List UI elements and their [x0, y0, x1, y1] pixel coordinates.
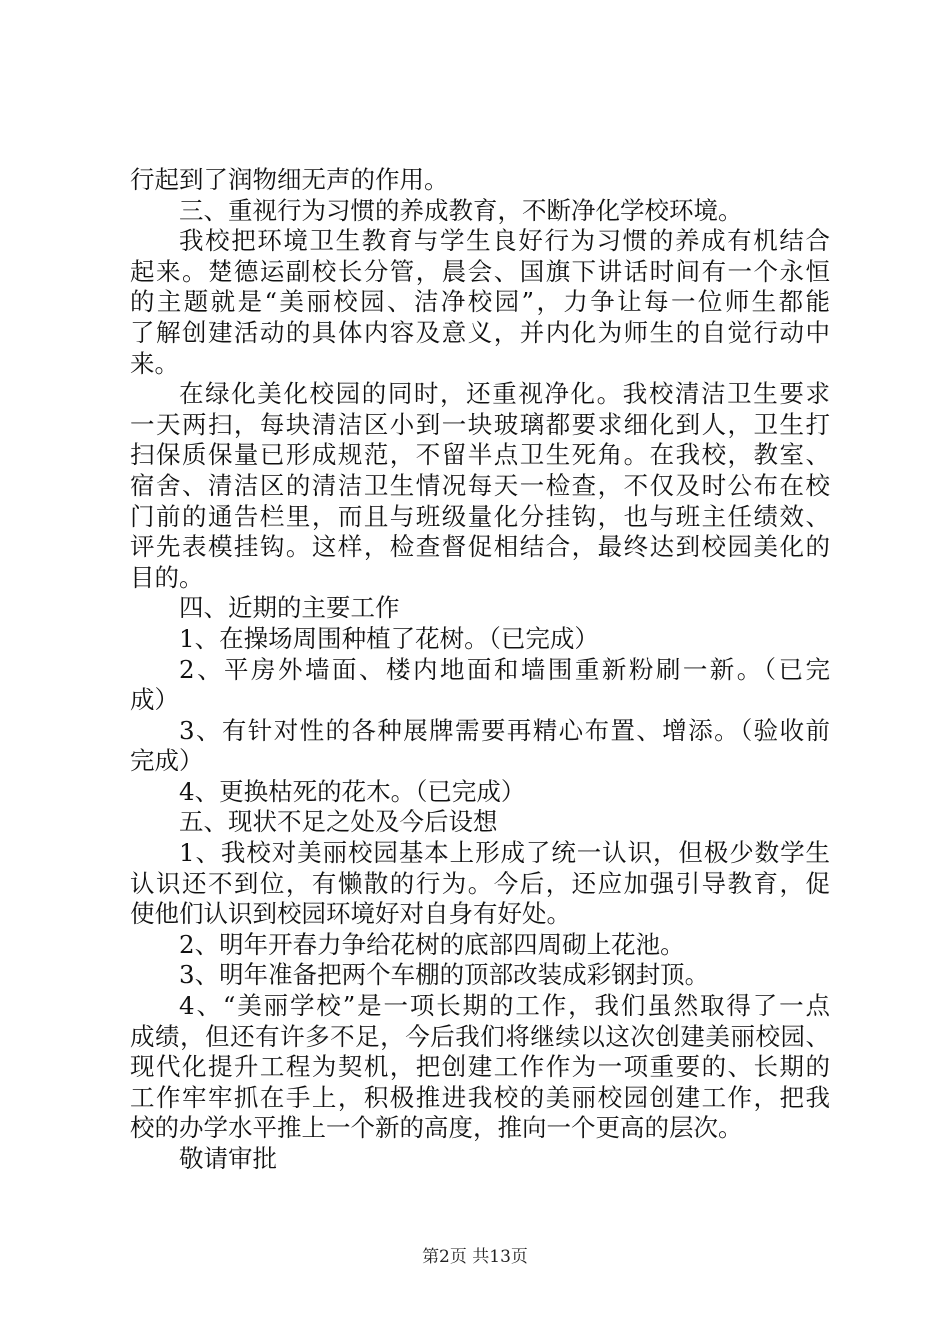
text-line: 校的办学水平推上一个新的高度，推向一个更高的层次。: [130, 1113, 743, 1143]
page-number-footer: 第2页 共13页: [422, 1247, 528, 1267]
text-line: 1、在操场周围种植了花树。（已完成）: [179, 623, 599, 653]
text-line: 成绩，但还有许多不足，今后我们将继续以这次创建美丽校园、: [130, 1021, 830, 1051]
text-line: 来。: [130, 348, 179, 378]
text-line: 认识还不到位，有懒散的行为。今后，还应加强引导教育，促: [130, 868, 830, 898]
text-line: 使他们认识到校园环境好对自身有好处。: [130, 899, 571, 929]
text-line: 成）: [130, 685, 179, 715]
text-line: 工作牢牢抓在手上，积极推进我校的美丽校园创建工作，把我: [130, 1082, 830, 1112]
text-line: 敬请审批: [179, 1144, 277, 1173]
text-line: 2、平房外墙面、楼内地面和墙围重新粉刷一新。（已完: [179, 654, 830, 684]
text-line: 扫保质保量已形成规范，不留半点卫生死角。在我校，教室、: [130, 440, 830, 470]
text-line: 评先表模挂钩。这样，检查督促相结合，最终达到校园美化的: [130, 532, 830, 562]
text-line: 五、现状不足之处及今后设想: [179, 807, 498, 837]
text-line: 4、“美丽学校”是一项长期的工作，我们虽然取得了一点: [179, 991, 830, 1021]
text-line: 完成）: [130, 746, 204, 776]
text-line: 目的。: [130, 562, 204, 592]
text-line: 3、明年准备把两个车棚的顶部改装成彩钢封顶。: [179, 960, 710, 990]
text-line: 3、有针对性的各种展牌需要再精心布置、增添。（验收前: [179, 715, 830, 745]
text-line: 我校把环境卫生教育与学生良好行为习惯的养成有机结合: [179, 226, 830, 256]
text-line: 4、更换枯死的花木。（已完成）: [179, 776, 526, 806]
text-line: 四、近期的主要工作: [179, 593, 400, 623]
text-line: 的主题就是“美丽校园、洁净校园”，力争让每一位师生都能: [130, 287, 830, 317]
text-line: 现代化提升工程为契机，把创建工作作为一项重要的、长期的: [130, 1052, 830, 1082]
text-line: 宿舍、清洁区的清洁卫生情况每天一检查，不仅及时公布在校: [130, 470, 830, 500]
text-line: 起来。楚德运副校长分管，晨会、国旗下讲话时间有一个永恒: [130, 256, 830, 286]
text-line: 三、重视行为习惯的养成教育，不断净化学校环境。: [179, 195, 743, 225]
text-line: 2、明年开春力争给花树的底部四周砌上花池。: [179, 929, 685, 959]
document-body: [130, 165, 830, 1175]
text-line: 1、我校对美丽校园基本上形成了统一认识，但极少数学生: [179, 838, 830, 868]
text-line: 门前的通告栏里，而且与班级量化分挂钩，也与班主任绩效、: [130, 501, 830, 531]
text-line: 一天两扫，每块清洁区小到一块玻璃都要求细化到人，卫生打: [130, 409, 830, 439]
text-line: 在绿化美化校园的同时，还重视净化。我校清洁卫生要求: [179, 379, 830, 409]
text-line: 了解创建活动的具体内容及意义，并内化为师生的自觉行动中: [130, 317, 830, 347]
text-line: 行起到了润物细无声的作用。: [130, 165, 449, 194]
